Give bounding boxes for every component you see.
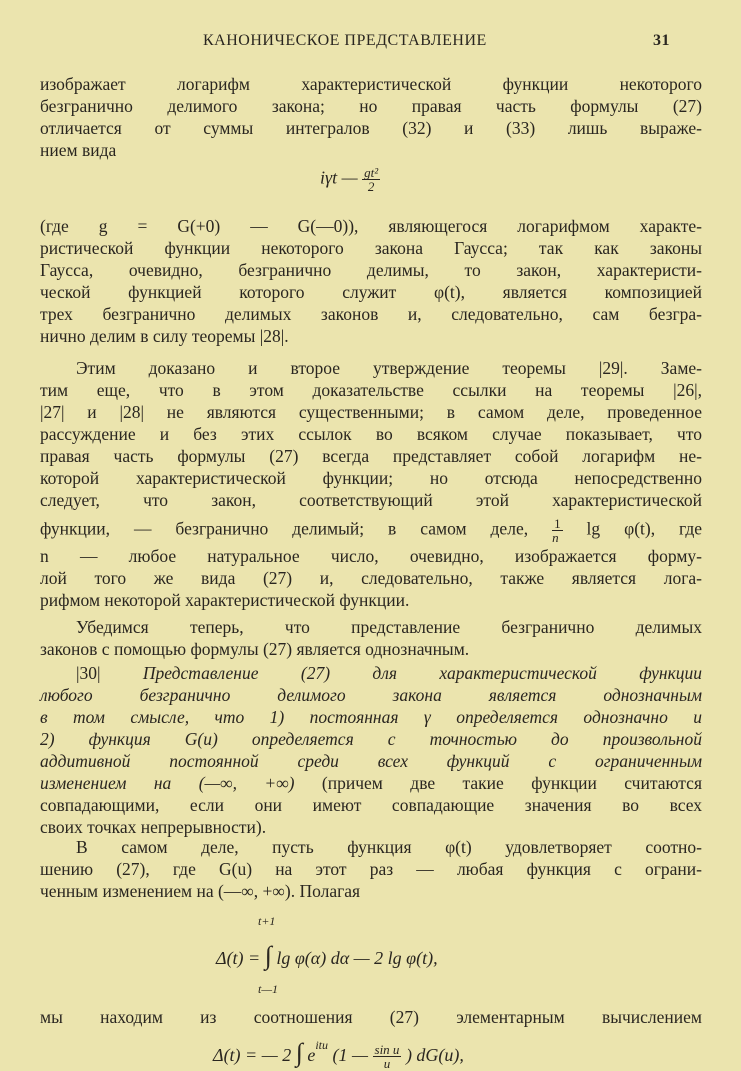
formula-term: lg φ(α) dα — 2 lg φ(t), bbox=[276, 948, 438, 968]
text-line: трех безгранично делимых законов и, следовательно, сам безгра- bbox=[40, 304, 702, 324]
text-line: |27| и |28| не являются существенными; в самом деле, проведенное bbox=[40, 402, 702, 422]
text-line: n — любое натуральное число, очевидно, изображается форму- bbox=[40, 546, 702, 566]
theorem-30 bbox=[40, 662, 702, 838]
denominator: u bbox=[383, 1056, 391, 1071]
numerator: sin u bbox=[374, 1042, 400, 1058]
formula-term: ) dG(u), bbox=[405, 1045, 464, 1065]
header-title: КАНОНИЧЕСКОЕ ПРЕДСТАВЛЕНИЕ bbox=[203, 32, 487, 49]
text-line: совпадающими, если они имеют совпадающие значения во всех bbox=[40, 795, 702, 815]
lower-limit: t—1 bbox=[258, 982, 279, 996]
text-line: Убедимся теперь, что представление безгранично делимых bbox=[76, 617, 702, 637]
paragraph-7 bbox=[40, 1006, 702, 1028]
text-line: мы находим из соотношения (27) элементарным вычислением bbox=[40, 1007, 702, 1027]
formula-gauss bbox=[320, 166, 380, 193]
theorem-number: |30| bbox=[76, 663, 101, 683]
text-line: Этим доказано и второе утверждение теоремы |29|. Заме- bbox=[76, 358, 702, 378]
formula-term: (1 — bbox=[332, 1045, 369, 1065]
text-line bbox=[40, 662, 702, 684]
text-fragment: изменением на (—∞, +∞) bbox=[40, 773, 295, 793]
fraction bbox=[373, 1043, 402, 1070]
text-line: следует, что закон, соответствующий этой характеристической bbox=[40, 490, 702, 510]
text-line: 2) функция G(u) определяется с точностью до произвольной bbox=[40, 729, 702, 749]
formula-term: Δ(t) = — 2 bbox=[213, 1045, 292, 1065]
text-line bbox=[40, 772, 702, 794]
paragraph-4 bbox=[40, 616, 702, 660]
formula-term: Δ(t) = bbox=[216, 948, 261, 968]
text-line: рифмом некоторой характеристической функции. bbox=[40, 590, 410, 610]
formula-body bbox=[216, 941, 438, 971]
integral-sign: ∫ bbox=[264, 941, 272, 970]
numerator: gt² bbox=[364, 165, 379, 180]
exponent: itu bbox=[315, 1038, 329, 1052]
text-line: шению (27), где G(u) на этот раз — любая функция с ограни- bbox=[40, 859, 702, 879]
text-fragment: Представление (27) для характеристической функции bbox=[142, 663, 703, 683]
text-line: отличается от суммы интегралов (32) и (33) лишь выраже- bbox=[40, 118, 702, 138]
text-line: (где g = G(+0) — G(—0)), являющегося логарифмом характе- bbox=[40, 216, 702, 236]
text-line: ченным изменением на (—∞, +∞). Полагая bbox=[40, 881, 361, 901]
paragraph-1 bbox=[40, 73, 702, 161]
page-number: 31 bbox=[653, 32, 670, 49]
text-line: правая часть формулы (27) всегда представляет собой логарифм не- bbox=[40, 446, 702, 466]
fraction bbox=[552, 517, 563, 544]
text-line: лой того же вида (27) и, следовательно, также является лога- bbox=[40, 568, 702, 588]
upper-limit: t+1 bbox=[258, 914, 276, 928]
paragraph-2 bbox=[40, 215, 702, 347]
text-line-with-fraction bbox=[40, 511, 702, 545]
formula-delta-result bbox=[213, 1038, 464, 1070]
paragraph-6 bbox=[40, 836, 702, 902]
numerator: 1 bbox=[554, 516, 561, 531]
text-line: своих точках непрерывности). bbox=[40, 817, 267, 837]
text-line: аддитивной постоянной среди всех функций с ограниченным bbox=[40, 751, 702, 771]
text-fragment: lg φ(t), где bbox=[586, 518, 703, 539]
fraction bbox=[362, 166, 380, 193]
formula-term: iγt — bbox=[320, 167, 358, 188]
text-line: законов с помощью формулы (27) является однозначным. bbox=[40, 639, 470, 659]
text-fragment: функции, — безгранично делимый; в самом деле, bbox=[40, 518, 529, 539]
text-line: В самом деле, пусть функция φ(t) удовлетворяет соотно- bbox=[76, 837, 702, 857]
denominator: 2 bbox=[367, 179, 375, 194]
text-line: Гаусса, очевидно, безгранично делимы, то закон, характеристи- bbox=[40, 260, 702, 280]
text-line: нично делим в силу теоремы |28|. bbox=[40, 326, 289, 346]
paragraph-3 bbox=[40, 357, 702, 611]
text-line: ческой функцией которого служит φ(t), является композицией bbox=[40, 282, 702, 302]
text-line: которой характеристической функции; но отсюда непосредственно bbox=[40, 468, 702, 488]
text-line: нием вида bbox=[40, 140, 117, 160]
text-line: любого безгранично делимого закона является однозначным bbox=[40, 685, 702, 705]
text-fragment: (причем две такие функции считаются bbox=[321, 773, 702, 793]
formula-term: e bbox=[307, 1045, 316, 1065]
text-line: ристической функции некоторого закона Гаусса; так как законы bbox=[40, 238, 702, 258]
text-line: безгранично делимого закона; но правая часть формулы (27) bbox=[40, 96, 702, 116]
text-line: тим еще, что в этом доказательстве ссылки на теоремы |26|, bbox=[40, 380, 702, 400]
denominator: n bbox=[552, 530, 559, 545]
integral-sign: ∫ bbox=[295, 1038, 303, 1067]
text-line: в том смысле, что 1) постоянная γ определяется однозначно и bbox=[40, 707, 702, 727]
text-line: рассуждение и без этих ссылок во всяком случае показывает, что bbox=[40, 424, 702, 444]
text-line: изображает логарифм характеристической функции некоторого bbox=[40, 74, 702, 94]
